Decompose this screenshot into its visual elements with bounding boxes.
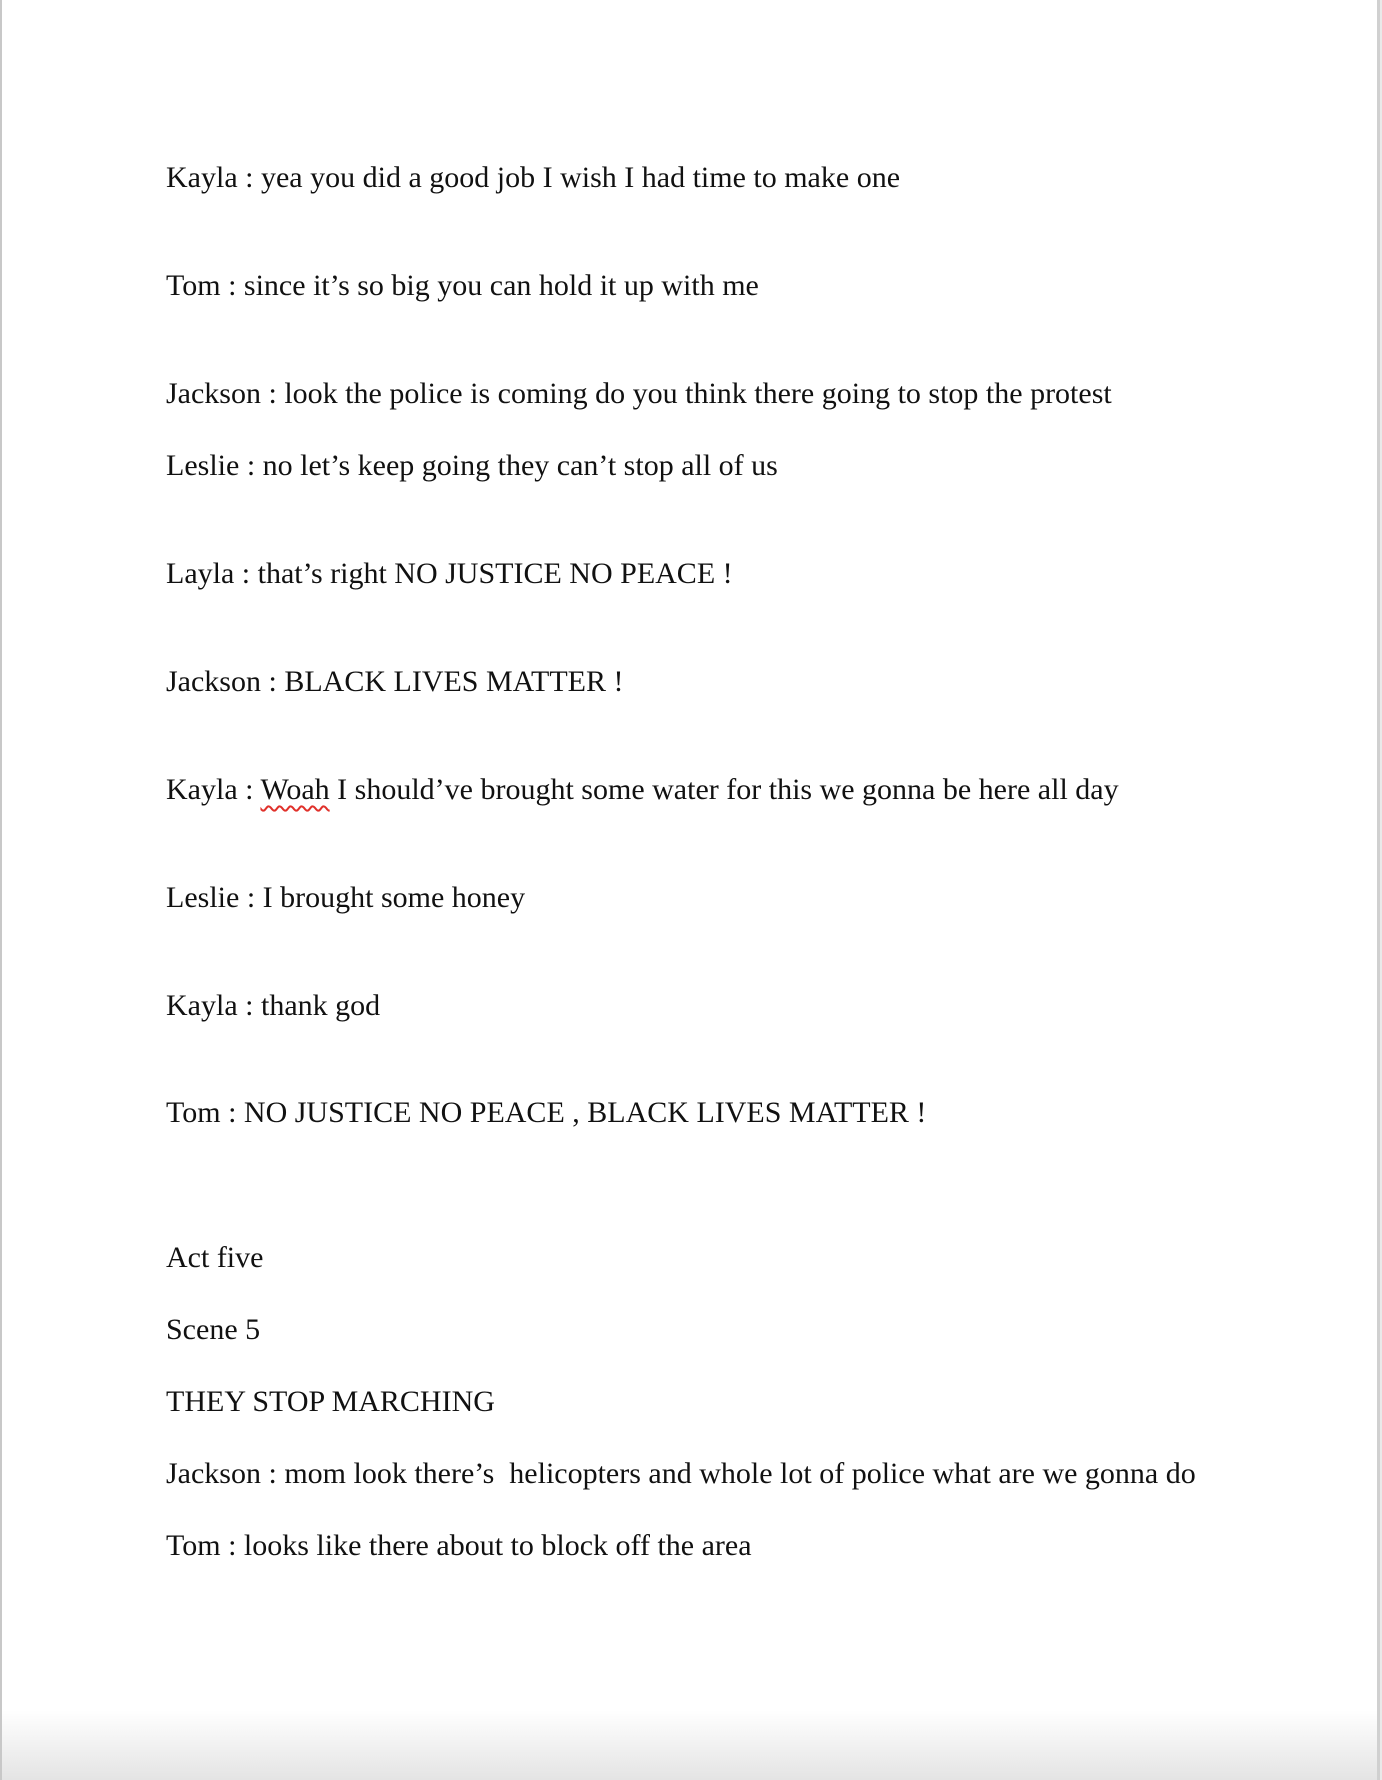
- act-heading: Act five: [166, 1241, 264, 1274]
- dialogue-line: Tom : since it’s so big you can hold it up with me: [166, 269, 759, 302]
- dialogue-line: Jackson : mom look there’s helicopters and whole lot of police what are we gonna do: [166, 1457, 1196, 1490]
- dialogue-line: Kayla : Woah I should’ve brought some water for this we gonna be here all day: [166, 773, 1119, 806]
- dialogue-text: mom look there’s helicopters and whole lot of police what are we gonna do: [284, 1457, 1196, 1490]
- speaker-name: Leslie: [166, 881, 240, 914]
- dialogue-text: I brought some honey: [262, 881, 526, 914]
- dialogue-text: BLACK LIVES MATTER !: [284, 665, 624, 698]
- spelling-flagged-word[interactable]: Woah: [260, 773, 330, 806]
- speaker-name: Kayla: [166, 989, 238, 1022]
- dialogue-text: look the police is coming do you think there going to stop the protest: [284, 377, 1112, 410]
- speaker-name: Kayla: [166, 773, 238, 806]
- speaker-name: Tom: [166, 1096, 221, 1129]
- speaker-name: Leslie: [166, 449, 240, 482]
- dialogue-line: Leslie : no let’s keep going they can’t stop all of us: [166, 449, 778, 482]
- dialogue-text: since it’s so big you can hold it up with me: [243, 269, 759, 302]
- dialogue-text: I should’ve brought some water for this we gonna be here all day: [337, 773, 1119, 806]
- dialogue-text: NO JUSTICE NO PEACE , BLACK LIVES MATTER !: [243, 1096, 927, 1129]
- dialogue-line: Jackson : look the police is coming do you think there going to stop the protest: [166, 377, 1112, 410]
- dialogue-line: Tom : looks like there about to block off the area: [166, 1529, 752, 1562]
- dialogue-line: Leslie : I brought some honey: [166, 881, 526, 914]
- dialogue-line: Tom : NO JUSTICE NO PEACE , BLACK LIVES MATTER !: [166, 1096, 927, 1129]
- dialogue-text: looks like there about to block off the area: [243, 1529, 752, 1562]
- dialogue-line: Layla : that’s right NO JUSTICE NO PEACE !: [166, 557, 733, 590]
- speaker-name: Tom: [166, 269, 221, 302]
- dialogue-line: Kayla : yea you did a good job I wish I had time to make one: [166, 161, 901, 194]
- dialogue-text: yea you did a good job I wish I had time to make one: [260, 161, 901, 194]
- speaker-name: Layla: [166, 557, 235, 590]
- speaker-name: Jackson: [166, 665, 261, 698]
- speaker-name: Kayla: [166, 161, 238, 194]
- dialogue-text: that’s right NO JUSTICE NO PEACE !: [257, 557, 733, 590]
- dialogue-line: Kayla : thank god: [166, 989, 381, 1022]
- speaker-name: Tom: [166, 1529, 221, 1562]
- speaker-name: Jackson: [166, 1457, 261, 1490]
- page-bottom-shadow: [2, 1710, 1377, 1780]
- scene-heading: Scene 5: [166, 1313, 261, 1346]
- dialogue-text: no let’s keep going they can’t stop all of us: [262, 449, 778, 482]
- speaker-name: Jackson: [166, 377, 261, 410]
- dialogue-line: Jackson : BLACK LIVES MATTER !: [166, 665, 624, 698]
- dialogue-text: thank god: [260, 989, 381, 1022]
- stage-direction: THEY STOP MARCHING: [166, 1385, 495, 1418]
